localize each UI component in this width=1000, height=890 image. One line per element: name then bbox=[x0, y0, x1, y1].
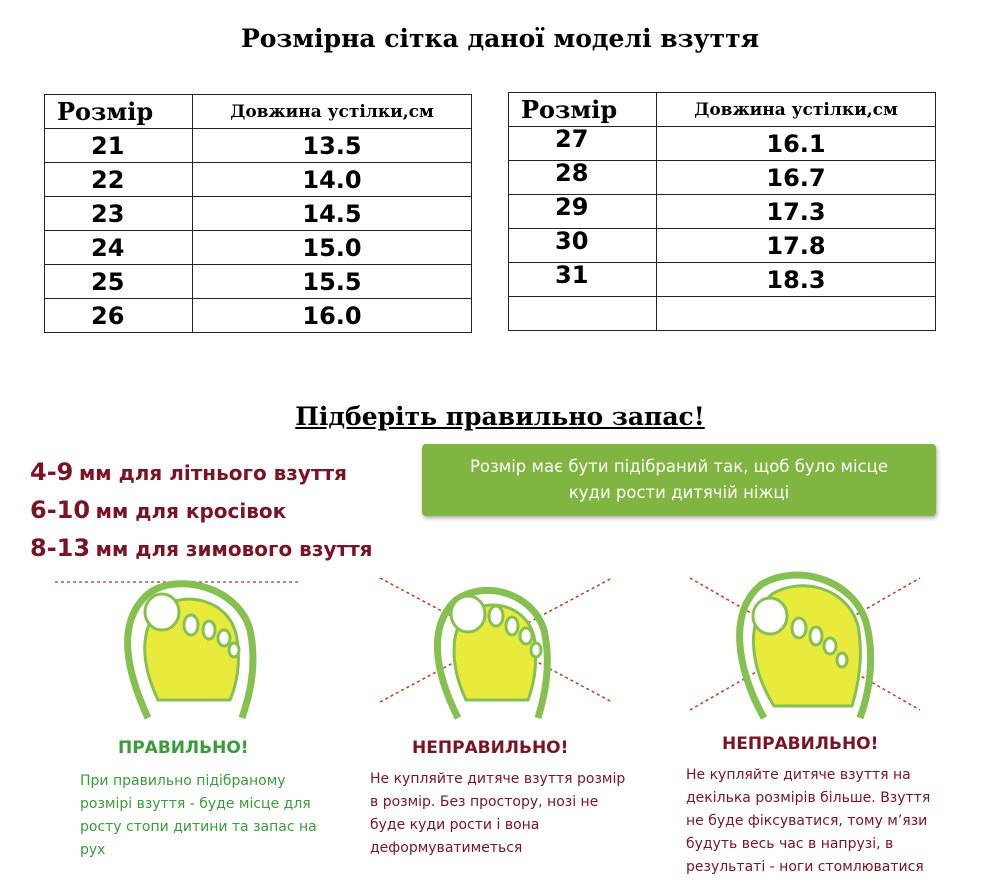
length-cell: 13.5 bbox=[193, 129, 472, 163]
size-table-left bbox=[44, 94, 472, 333]
header-insole-length: Довжина устілки,см bbox=[193, 95, 472, 129]
table-row bbox=[45, 231, 472, 265]
panel-description-too-small bbox=[370, 768, 625, 860]
length-cell: 18.3 bbox=[657, 263, 936, 297]
allowance-summer bbox=[30, 458, 347, 486]
length-cell: 15.0 bbox=[193, 231, 472, 265]
table-header-row bbox=[509, 93, 936, 127]
length-cell bbox=[657, 297, 936, 331]
length-cell: 17.8 bbox=[657, 229, 936, 263]
toe bbox=[218, 630, 230, 646]
size-cell: 23 bbox=[45, 197, 193, 231]
verdict-too-small: НЕПРАВИЛЬНО! bbox=[412, 738, 569, 758]
description-line: не буде фіксуватися, тому м’язи bbox=[686, 813, 928, 829]
verdict-too-big: НЕПРАВИЛЬНО! bbox=[722, 734, 879, 754]
toe bbox=[837, 653, 847, 667]
toe bbox=[506, 617, 518, 635]
description-line: будуть весь час в напрузі, в bbox=[686, 836, 894, 852]
allowance-text: мм для зимового взуття bbox=[95, 537, 373, 561]
table-row bbox=[509, 229, 936, 263]
toe bbox=[753, 598, 787, 634]
toe bbox=[824, 638, 836, 654]
table-row bbox=[45, 129, 472, 163]
description-line: рух bbox=[80, 842, 106, 858]
description-line: результаті - ноги стомлюватися bbox=[686, 859, 924, 875]
size-cell: 25 bbox=[45, 265, 193, 299]
page-title: Розмірна сітка даної моделі взуття bbox=[240, 24, 760, 53]
table-row bbox=[509, 195, 936, 229]
size-cell: 30 bbox=[509, 229, 657, 263]
size-cell: 24 bbox=[45, 231, 193, 265]
size-cell bbox=[509, 297, 657, 331]
section-subtitle: Підберіть правильно запас! bbox=[295, 402, 705, 431]
tip-line: куди рости дитячій ніжці bbox=[568, 483, 790, 502]
table-header-row bbox=[45, 95, 472, 129]
length-cell: 16.7 bbox=[657, 161, 936, 195]
toe bbox=[145, 594, 179, 630]
toe bbox=[792, 618, 806, 638]
description-line: декілька розмірів більше. Взуття bbox=[686, 790, 931, 806]
toe bbox=[451, 596, 485, 632]
header-insole-length: Довжина устілки,см bbox=[657, 93, 936, 127]
description-line: деформуватиметься bbox=[370, 840, 523, 856]
toe bbox=[810, 627, 822, 645]
table-row bbox=[45, 197, 472, 231]
length-cell: 14.5 bbox=[193, 197, 472, 231]
header-size: Розмір bbox=[509, 93, 657, 127]
foot-too-big-illustration bbox=[690, 575, 920, 718]
allowance-winter bbox=[30, 534, 373, 562]
size-cell: 22 bbox=[45, 163, 193, 197]
toe bbox=[531, 643, 541, 657]
description-line: розмірі взуття - буде місце для bbox=[80, 796, 311, 812]
allowance-range: 4-9 bbox=[30, 458, 74, 486]
description-line: При правильно підібраному bbox=[80, 773, 286, 789]
size-cell: 31 bbox=[509, 263, 657, 297]
table-row bbox=[509, 297, 936, 331]
size-cell: 26 bbox=[45, 299, 193, 333]
length-cell: 15.5 bbox=[193, 265, 472, 299]
size-cell: 21 bbox=[45, 129, 193, 163]
tip-line: Розмір має бути підібраний так, щоб було місце bbox=[469, 457, 889, 476]
allowance-range: 8-13 bbox=[30, 534, 91, 562]
header-size: Розмір bbox=[45, 95, 193, 129]
allowance-text: мм для кросівок bbox=[95, 499, 287, 523]
foot-too-small-illustration bbox=[380, 578, 612, 718]
length-cell: 16.1 bbox=[657, 127, 936, 161]
toe bbox=[203, 621, 215, 639]
toe bbox=[489, 606, 503, 626]
table-row bbox=[45, 163, 472, 197]
toe bbox=[229, 643, 239, 657]
length-cell: 14.0 bbox=[193, 163, 472, 197]
size-cell: 28 bbox=[509, 161, 657, 195]
verdict-correct: ПРАВИЛЬНО! bbox=[118, 738, 249, 758]
panel-description-too-big bbox=[686, 764, 930, 879]
description-line: буде куди рости і вона bbox=[370, 817, 540, 833]
foot-illustrations bbox=[0, 570, 1000, 730]
table-row bbox=[45, 299, 472, 333]
description-line: Не купляйте дитяче взуття на bbox=[686, 767, 911, 783]
tip-banner bbox=[422, 444, 936, 516]
toe bbox=[184, 615, 198, 635]
table-row bbox=[509, 161, 936, 195]
description-line: росту стопи дитини та запас на bbox=[80, 819, 317, 835]
allowance-sneakers bbox=[30, 496, 286, 524]
table-row bbox=[509, 127, 936, 161]
size-cell: 29 bbox=[509, 195, 657, 229]
allowance-range: 6-10 bbox=[30, 496, 91, 524]
foot-correct-illustration bbox=[55, 582, 300, 718]
description-line: Не купляйте дитяче взуття розмір bbox=[370, 771, 626, 787]
size-table-right bbox=[508, 92, 936, 331]
toe bbox=[520, 628, 532, 644]
panel-description-correct bbox=[80, 770, 317, 862]
allowance-text: мм для літнього взуття bbox=[78, 461, 347, 485]
description-line: в розмір. Без простору, нозі не bbox=[370, 794, 599, 810]
table-row bbox=[509, 263, 936, 297]
length-cell: 17.3 bbox=[657, 195, 936, 229]
table-row bbox=[45, 265, 472, 299]
length-cell: 16.0 bbox=[193, 299, 472, 333]
size-cell: 27 bbox=[509, 127, 657, 161]
